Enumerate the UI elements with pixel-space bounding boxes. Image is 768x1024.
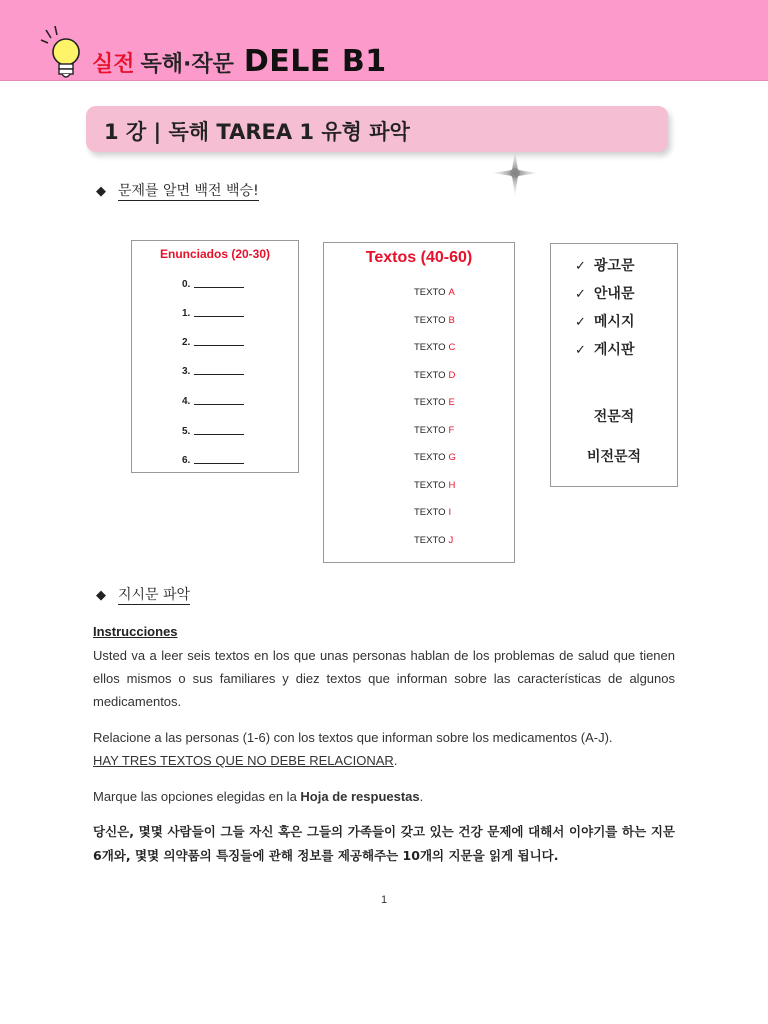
- list-item: TEXTO E: [414, 397, 455, 408]
- list-item: 6.: [182, 455, 244, 466]
- list-item: ✓ 안내문: [575, 286, 635, 302]
- header-title-main: DELE B1: [243, 44, 387, 79]
- textos-box: [323, 242, 515, 563]
- list-item: 3.: [182, 366, 244, 377]
- type-word-nonprofessional: 비전문적: [586, 449, 642, 465]
- list-item: TEXTO D: [414, 370, 456, 381]
- check-icon: ✓: [575, 259, 586, 274]
- lesson-title: 1 강 | 독해 TAREA 1 유형 파악: [104, 120, 410, 144]
- list-item: TEXTO G: [414, 452, 456, 463]
- page-number: 1: [380, 894, 388, 906]
- section-heading-label: 지시문 파악: [118, 587, 191, 603]
- list-item: ✓ 메시지: [575, 314, 635, 330]
- check-icon: ✓: [575, 343, 586, 358]
- list-item: TEXTO B: [414, 315, 455, 326]
- section-heading-strategy: [96, 180, 259, 200]
- list-item: TEXTO C: [414, 342, 456, 353]
- list-item: TEXTO I: [414, 507, 452, 518]
- text-types-box: [550, 243, 678, 487]
- list-item: 0.: [182, 279, 244, 290]
- list-item: 5.: [182, 426, 244, 437]
- list-item: TEXTO H: [414, 480, 456, 491]
- header-title-red: 실전: [92, 52, 135, 77]
- list-item: TEXTO F: [414, 425, 455, 436]
- list-item: 2.: [182, 337, 244, 348]
- sparkle-icon: [490, 148, 540, 198]
- list-item: 1.: [182, 308, 244, 319]
- lightbulb-icon: [38, 26, 88, 82]
- instructions-paragraph-2: Relacione a las personas (1-6) con los textos que informan sobre los medicamentos (A-J). HAY TRES TEXTOS QUE NO DEBE RELACIONAR.: [93, 730, 613, 768]
- header-title-korean: 독해·작문: [140, 52, 234, 77]
- diamond-bullet-icon: ◆: [96, 588, 106, 603]
- list-item: TEXTO J: [414, 535, 454, 546]
- check-icon: ✓: [575, 287, 586, 302]
- instructions-korean-paragraph: 당신은, 몇몇 사람들이 그들 자신 혹은 그들의 가족들이 갖고 있는 건강 문제에 대해서 이야기를 하는 지문 6개와, 몇몇 의약품의 특징들에 관해 정보를 제공해주는 10개의 지문을 읽게 됩니다.: [93, 824, 675, 863]
- section-heading-label: 문제를 알면 백전 백승!: [118, 183, 259, 199]
- check-icon: ✓: [575, 315, 586, 330]
- section-heading-instructions: [96, 584, 190, 604]
- type-word-professional: 전문적: [593, 409, 635, 425]
- instructions-paragraph-1: Usted va a leer seis textos en los que unas personas hablan de los problemas de salud que tienen ellos mismos o sus familiares y diez textos que informan sobre las características de algunos medicamentos.: [93, 648, 675, 709]
- lesson-title-bar: [86, 106, 668, 152]
- enunciados-title: Enunciados (20-30): [159, 247, 271, 261]
- instructions-heading: Instrucciones: [93, 624, 178, 639]
- list-item: 4.: [182, 396, 244, 407]
- list-item: ✓ 게시판: [575, 342, 635, 358]
- textos-title: Textos (40-60): [365, 249, 473, 266]
- instructions-paragraph-3: Marque las opciones elegidas en la Hoja de respuestas.: [93, 789, 424, 804]
- list-item: TEXTO A: [414, 287, 455, 298]
- diamond-bullet-icon: ◆: [96, 184, 106, 199]
- enunciados-box: [131, 240, 299, 473]
- list-item: ✓ 광고문: [575, 258, 635, 274]
- header-title: [92, 44, 387, 79]
